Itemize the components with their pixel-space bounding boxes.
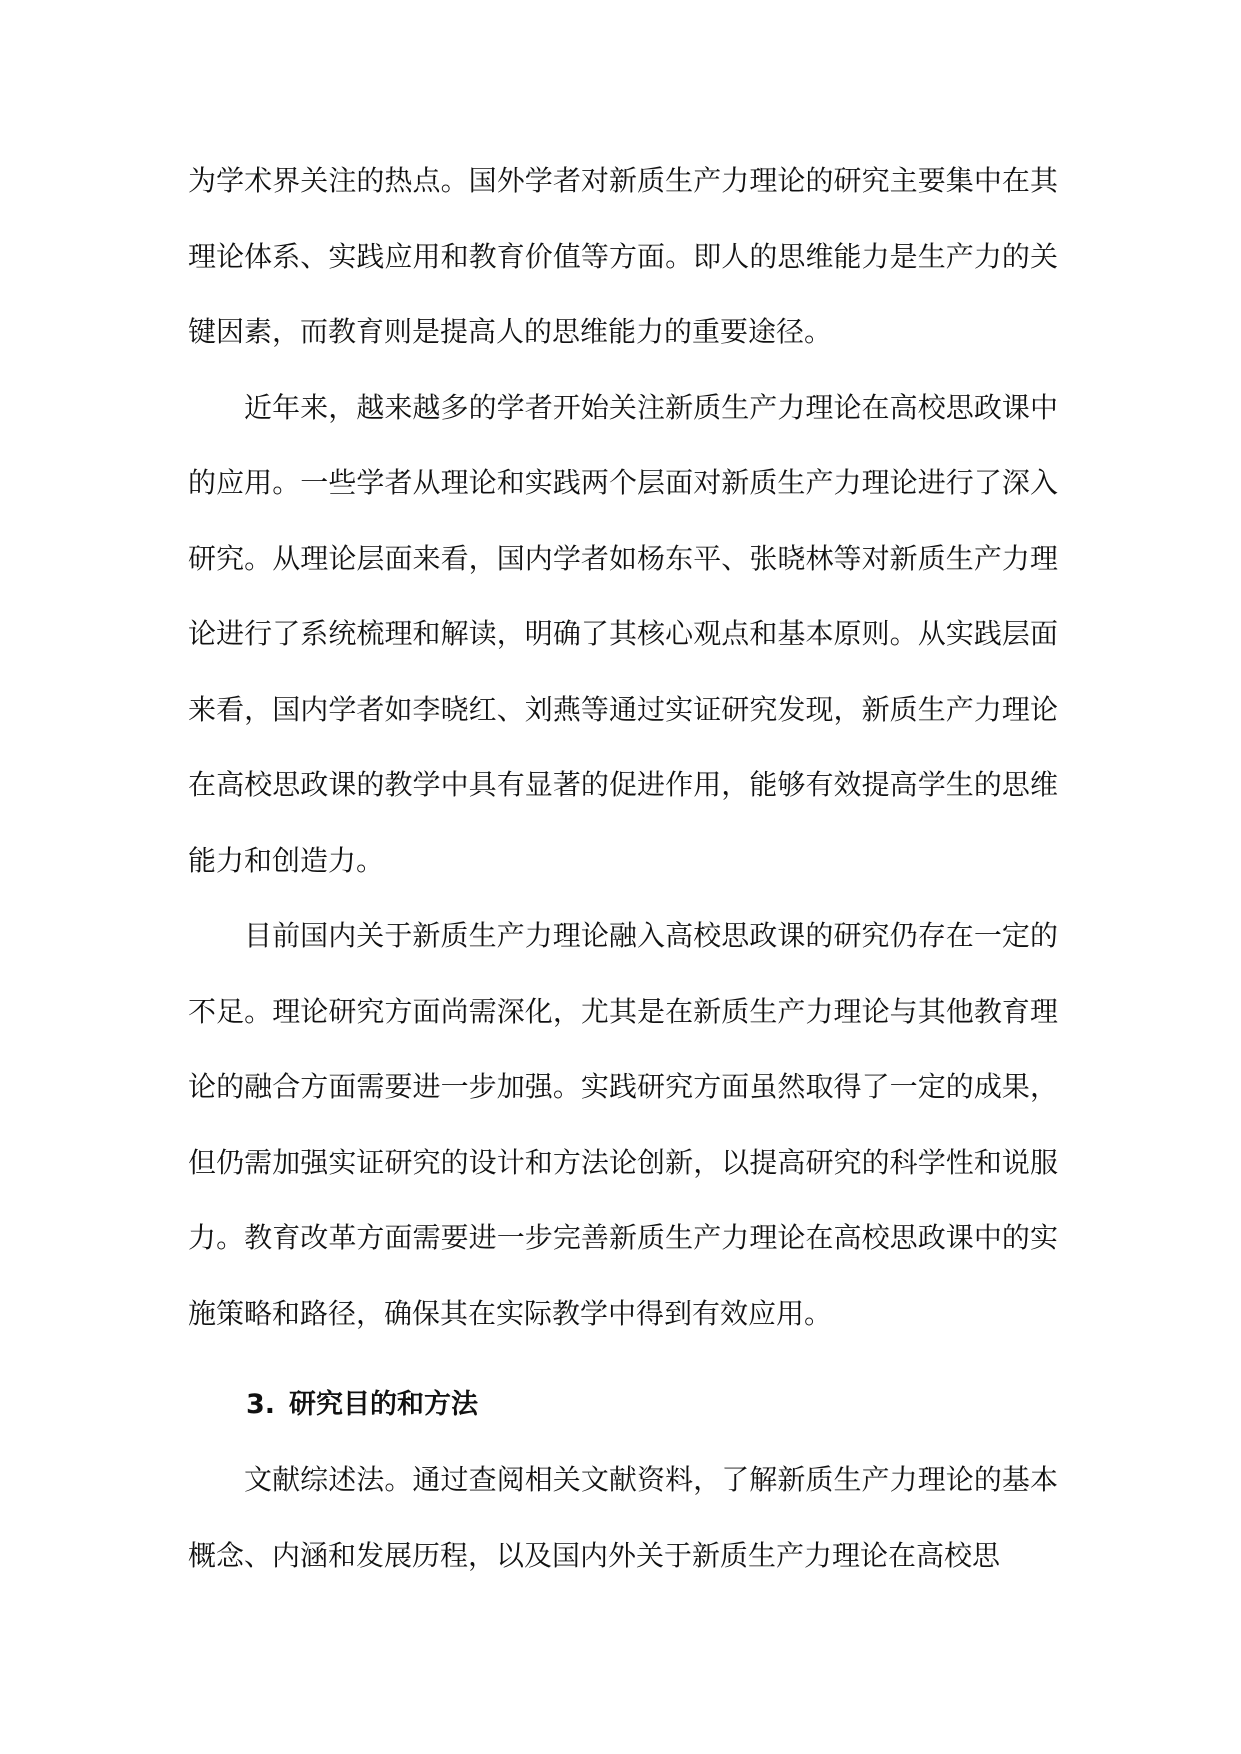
paragraph-literature-review-method: 文献综述法。通过查阅相关文献资料，了解新质生产力理论的基本概念、内涵和发展历程，以及国内外关于新质生产力理论在高校思 (188, 1463, 1058, 1572)
paragraph-recent-research: 近年来，越来越多的学者开始关注新质生产力理论在高校思政课中的应用。一些学者从理论和实践两个层面对新质生产力理论进行了深入研究。从理论层面来看，国内学者如杨东平、张晓林等对新质生产力理论进行了系统梳理和解读，明确了其核心观点和基本原则。从实践层面来看，国内学者如李晓红、刘燕等通过实证研究发现，新质生产力理论在高校思政课的教学中具有显著的促进作用，能够有效提高学生的思维能力和创造力。 (188, 390, 1058, 877)
paragraph-intro-continuation: 为学术界关注的热点。国外学者对新质生产力理论的研究主要集中在其理论体系、实践应用和教育价值等方面。即人的思维能力是生产力的关键因素，而教育则是提高人的思维能力的重要途径。 (188, 164, 1058, 348)
section-number: 3. (246, 1389, 276, 1420)
paragraph-research-gaps: 目前国内关于新质生产力理论融入高校思政课的研究仍存在一定的不足。理论研究方面尚需深化，尤其是在新质生产力理论与其他教育理论的融合方面需要进一步加强。实践研究方面虽然取得了一定的成果，但仍需加强实证研究的设计和方法论创新，以提高研究的科学性和说服力。教育改革方面需要进一步完善新质生产力理论在高校思政课中的实施策略和路径，确保其在实际教学中得到有效应用。 (188, 919, 1058, 1330)
document-body (188, 143, 1058, 1593)
section-heading (188, 1367, 1058, 1442)
section-title: 研究目的和方法 (289, 1389, 479, 1420)
